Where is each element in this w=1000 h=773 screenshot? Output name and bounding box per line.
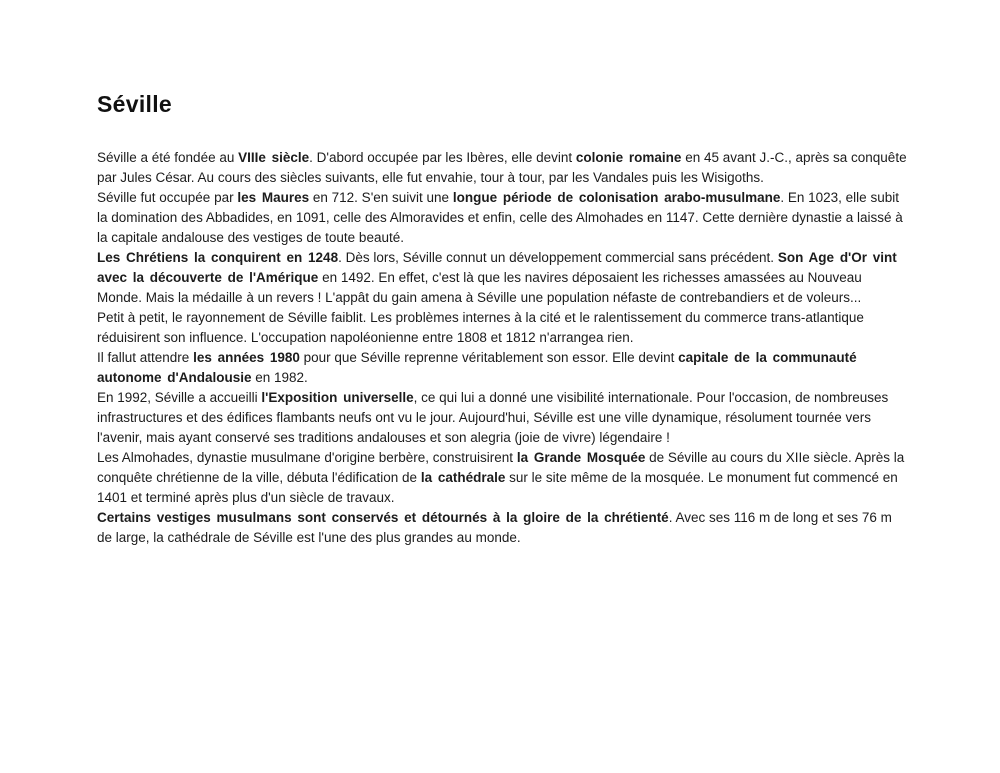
bold-text-run: VIIIe siècle <box>238 150 310 165</box>
text-run: Il fallut attendre <box>97 350 194 365</box>
text-run: . D'abord occupée par les Ibères, elle devint <box>309 150 576 165</box>
paragraph-expo-1992 <box>97 388 909 448</box>
text-run: en 1982. <box>251 370 308 385</box>
bold-text-run: les années 1980 <box>193 350 300 365</box>
text-run: . En 1023, elle subit la domination des Abbadides, en 1091, celle des Almoravides et enfin, celle des Almohades en 1147. Cette dernière dynastie a laissé à la capitale andalouse des vestiges de toute beauté. <box>97 190 903 245</box>
text-run: Les Almohades, dynastie musulmane d'origine berbère, construisirent <box>97 450 517 465</box>
paragraph-moors <box>97 188 909 248</box>
paragraph-1980s <box>97 348 909 388</box>
bold-text-run: les Maures <box>237 190 310 205</box>
text-run: , ce qui lui a donné une visibilité internationale. Pour l'occasion, de nombreuses infrastructures et des édifices flambants neufs ont vu le jour. Aujourd'hui, Séville est une ville dynamique, résolument tournée vers l'avenir, mais ayant conservé ses traditions andalouses et son alegria (joie de vivre) légendaire ! <box>97 390 889 445</box>
text-run: en 45 avant J.-C., après sa conquête par Jules César. Au cours des siècles suivants, elle fut envahie, tour à tour, par les Vandales puis les Wisigoths. <box>97 150 907 185</box>
bold-text-run: Son Age d'Or vint avec la découverte de l'Amérique <box>97 250 897 285</box>
paragraph-founding <box>97 148 909 188</box>
bold-text-run: colonie romaine <box>575 150 682 165</box>
text-run: Petit à petit, le rayonnement de Séville faiblit. Les problèmes internes à la cité et le ralentissement du commerce trans-atlantique réduisirent son influence. L'occupation napoléonienne entre 1808 et 1812 n'arrangea rien. <box>97 310 864 345</box>
bold-text-run: Les Chrétiens la conquirent en 1248 <box>97 250 339 265</box>
bold-text-run: longue période de colonisation arabo-musulmane <box>452 190 781 205</box>
text-run: Séville fut occupée par <box>97 190 238 205</box>
text-run: En 1992, Séville a accueilli <box>97 390 262 405</box>
bold-text-run: la cathédrale <box>420 470 506 485</box>
paragraph-mosque-cathedral <box>97 448 909 508</box>
document-content <box>97 91 909 548</box>
text-run: Séville a été fondée au <box>97 150 239 165</box>
document-body <box>97 148 909 548</box>
paragraph-vestiges <box>97 508 909 548</box>
text-run: . Dès lors, Séville connut un développement commercial sans précédent. <box>338 250 778 265</box>
paragraph-decline <box>97 308 909 348</box>
bold-text-run: capitale de la communauté autonome d'Andalousie <box>97 350 857 385</box>
text-run: pour que Séville reprenne véritablement son essor. Elle devint <box>299 350 679 365</box>
text-run: en 1492. En effet, c'est là que les navires déposaient les richesses amassées au Nouveau Monde. Mais la médaille à un revers ! L'appât du gain amena à Séville une population néfaste de contrebandiers et de voleurs... <box>97 270 862 305</box>
page-title: Séville <box>97 91 172 117</box>
text-run: en 712. S'en suivit une <box>309 190 453 205</box>
text-run: sur le site même de la mosquée. Le monument fut commencé en 1401 et terminé après plus d'un siècle de travaux. <box>97 470 898 505</box>
text-run: . Avec ses 116 m de long et ses 76 m de large, la cathédrale de Séville est l'une des plus grandes au monde. <box>97 510 892 545</box>
bold-text-run: l'Exposition universelle <box>261 390 414 405</box>
bold-text-run: Certains vestiges musulmans sont conservés et détournés à la gloire de la chrétienté <box>97 510 669 525</box>
bold-text-run: la Grande Mosquée <box>516 450 646 465</box>
text-run: de Séville au cours du XIIe siècle. Après la conquête chrétienne de la ville, débuta l'édification de <box>97 450 905 485</box>
paragraph-christians <box>97 248 909 308</box>
